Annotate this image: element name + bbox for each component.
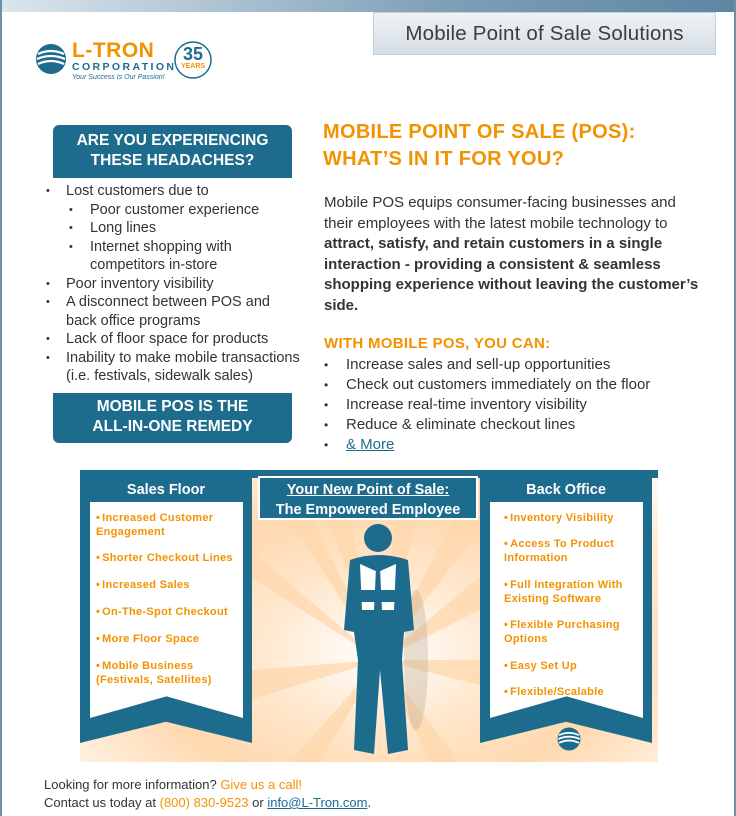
list-item: • Inability to make mobile transactions (i.e. festivals, sidewalk sales) (46, 349, 316, 386)
headaches-banner (53, 125, 292, 178)
list-item: • Increase real-time inventory visibility (324, 395, 724, 415)
feature-item: • Access To Product Information (504, 538, 634, 565)
empowered-employee-figure (316, 510, 446, 760)
back-office-title: Back Office (526, 482, 606, 498)
infographic (80, 470, 658, 762)
list-subitem: • Internet shopping with competitors in-store (66, 238, 316, 275)
list-item: • Increase sales and sell-up opportunities (324, 355, 724, 375)
footer (44, 776, 704, 812)
feature-item: • Inventory Visibility (504, 512, 644, 526)
feature-item: • On-The-Spot Checkout (96, 606, 246, 620)
logo-corporation: CORPORATION (72, 61, 177, 73)
page-title-box (373, 12, 716, 55)
feature-item: • Flexible/Scalable (504, 686, 634, 700)
feature-item: • Increased Customer Engagement (96, 512, 236, 539)
section-heading: MOBILE POINT OF SALE (POS): WHAT’S IN IT FOR YOU? (323, 121, 636, 170)
list-item: • Poor inventory visibility (46, 275, 316, 294)
remedy-banner (53, 393, 292, 443)
footer-line2: Contact us today at (800) 830-9523 or info@L-Tron.com. (44, 795, 372, 810)
more-link[interactable]: & More (346, 436, 395, 453)
left-border (0, 0, 2, 816)
headaches-banner-line2: THESE HEADACHES? (90, 152, 255, 169)
anniversary-badge (173, 40, 213, 80)
intro-paragraph: Mobile POS equips consumer-facing businesses and their employees with the latest mobile technology to attract, satisfy, and retain customers in a single interaction - providing a consistent & seamless shopping experience without leaving the customer’s side. (324, 194, 699, 314)
feature-item: • More Floor Space (96, 633, 236, 647)
list-item: • Lost customers due to • Poor customer experience • Long lines • Internet shopping with competitors in-store (46, 182, 316, 275)
list-item: • Check out customers immediately on the floor (324, 375, 724, 395)
page-title: Mobile Point of Sale Solutions (405, 21, 684, 45)
logo-tagline: Your Success Is Our Passion! (72, 74, 165, 81)
feature-item: • Flexible Purchasing Options (504, 619, 634, 646)
ltron-swoosh-icon (556, 726, 582, 752)
benefits-list (324, 355, 724, 455)
feature-item: • Shorter Checkout Lines (96, 552, 246, 566)
feature-item: • Mobile Business (Festivals, Satellites) (96, 660, 236, 687)
list-item: • A disconnect between POS and back office programs (46, 293, 316, 330)
ltron-swoosh-icon (34, 42, 68, 76)
email-link[interactable]: info@L-Tron.com (267, 795, 368, 810)
list-item: • Lack of floor space for products (46, 330, 316, 349)
remedy-banner-line1: MOBILE POS IS THE (96, 398, 249, 415)
benefits-heading: WITH MOBILE POS, YOU CAN: (324, 335, 551, 352)
feature-item: • Easy Set Up (504, 660, 634, 674)
feature-item: • Full Integration With Existing Software (504, 579, 644, 606)
headaches-list (46, 182, 316, 386)
logo-name: L-TRON (72, 39, 155, 62)
top-accent-band (0, 0, 736, 12)
sales-floor-title: Sales Floor (126, 482, 206, 498)
call-link[interactable]: Give us a call! (220, 777, 302, 792)
footer-line1: Looking for more information? Give us a call! (44, 777, 302, 792)
list-subitem: • Poor customer experience (66, 201, 316, 220)
list-item: • Reduce & eliminate checkout lines (324, 415, 724, 435)
feature-item: • Increased Sales (96, 579, 236, 593)
ltron-logo (34, 40, 219, 82)
list-subitem: • Long lines (66, 219, 316, 238)
anniversary-word: YEARS (180, 63, 206, 70)
center-banner: Your New Point of Sale: The Empowered Employee (258, 476, 478, 520)
headaches-banner-line1: ARE YOU EXPERIENCING (76, 132, 269, 149)
list-item (324, 435, 724, 455)
remedy-banner-line2: ALL-IN-ONE REMEDY (92, 418, 253, 435)
phone-number[interactable]: (800) 830-9523 (159, 795, 249, 810)
anniversary-number: 35 (182, 44, 204, 64)
